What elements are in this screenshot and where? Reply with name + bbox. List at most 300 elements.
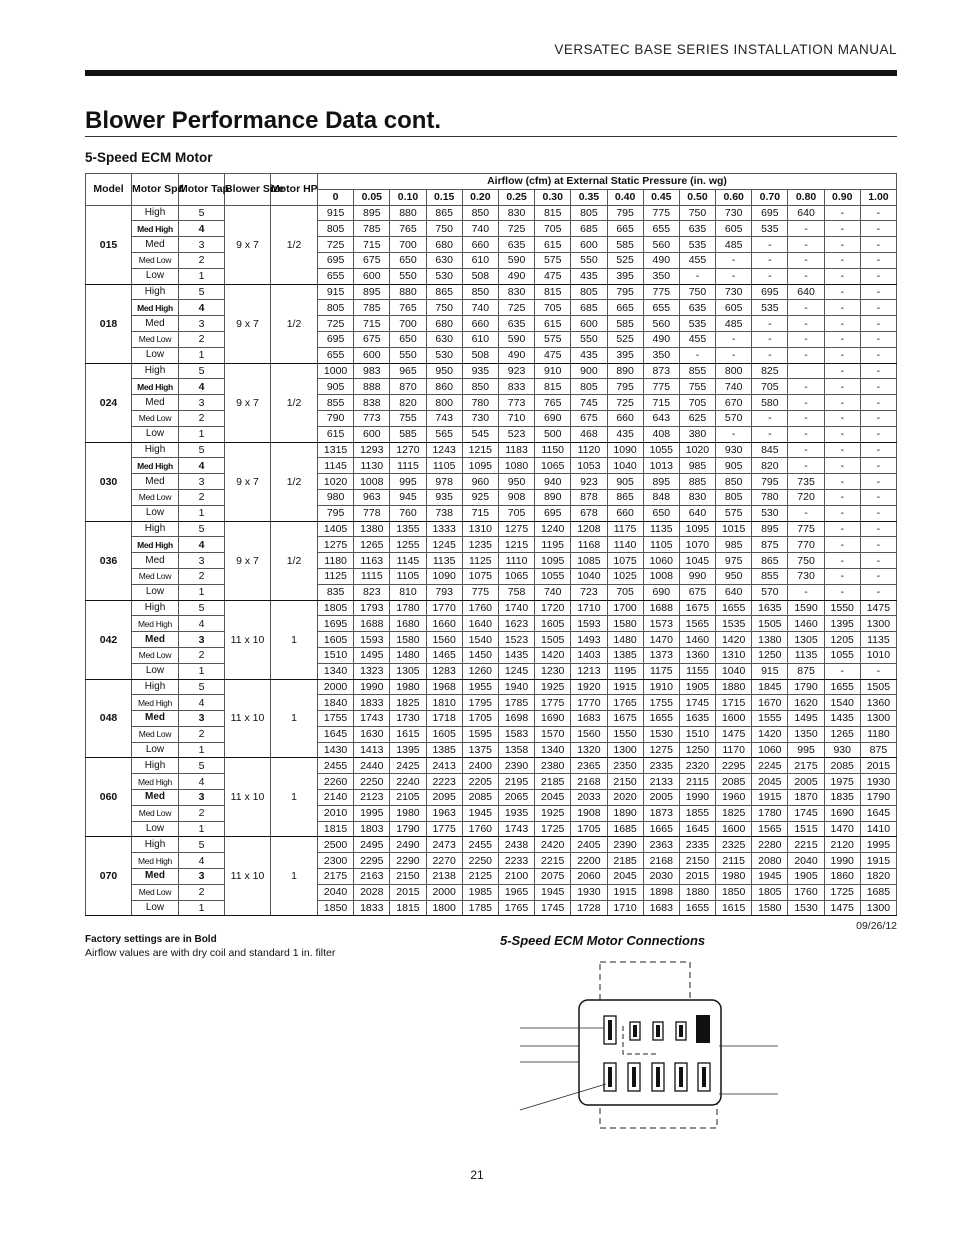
airflow-cell: - bbox=[860, 252, 896, 268]
airflow-cell: 930 bbox=[824, 742, 860, 758]
airflow-cell: 1245 bbox=[498, 663, 534, 679]
airflow-cell: 2280 bbox=[752, 837, 788, 853]
airflow-cell: 1555 bbox=[752, 711, 788, 727]
pressure-header: 0.70 bbox=[752, 189, 788, 205]
airflow-cell: 695 bbox=[752, 205, 788, 221]
airflow-cell: 1990 bbox=[354, 679, 390, 695]
airflow-cell: 1780 bbox=[390, 600, 426, 616]
airflow-cell: 690 bbox=[643, 584, 679, 600]
model-cell: 048 bbox=[86, 679, 132, 758]
section-title: 5-Speed ECM Motor bbox=[85, 150, 213, 165]
airflow-cell: 1360 bbox=[679, 647, 715, 663]
motor-tap-cell: 3 bbox=[179, 869, 225, 885]
airflow-cell: 878 bbox=[571, 489, 607, 505]
airflow-cell: 923 bbox=[571, 474, 607, 490]
motor-tap-cell: 5 bbox=[179, 837, 225, 853]
airflow-cell: 950 bbox=[716, 568, 752, 584]
airflow-cell: 2140 bbox=[318, 790, 354, 806]
airflow-cell: 675 bbox=[354, 252, 390, 268]
table-body bbox=[86, 205, 897, 916]
airflow-cell: 1925 bbox=[535, 805, 571, 821]
table-row bbox=[86, 884, 897, 900]
motor-tap-cell: 1 bbox=[179, 742, 225, 758]
airflow-cell: 2010 bbox=[318, 805, 354, 821]
table-row bbox=[86, 474, 897, 490]
airflow-cell: 1080 bbox=[498, 458, 534, 474]
airflow-cell: 1963 bbox=[426, 805, 462, 821]
airflow-cell: 1213 bbox=[571, 663, 607, 679]
airflow-cell: 1840 bbox=[318, 695, 354, 711]
airflow-cell: 468 bbox=[571, 426, 607, 442]
airflow-cell: 1920 bbox=[571, 679, 607, 695]
airflow-cell: 1790 bbox=[390, 821, 426, 837]
airflow-cell: 1775 bbox=[426, 821, 462, 837]
airflow-cell: 1898 bbox=[643, 884, 679, 900]
airflow-cell: 1725 bbox=[824, 884, 860, 900]
motor-spd-cell: High bbox=[132, 363, 179, 379]
airflow-cell: - bbox=[860, 316, 896, 332]
blower-performance-table bbox=[85, 173, 897, 916]
airflow-cell: 1470 bbox=[824, 821, 860, 837]
model-cell: 030 bbox=[86, 442, 132, 521]
table-row bbox=[86, 900, 897, 916]
table-row bbox=[86, 426, 897, 442]
motor-spd-cell: Med High bbox=[132, 379, 179, 395]
airflow-cell: 1493 bbox=[571, 632, 607, 648]
airflow-cell: 1600 bbox=[716, 821, 752, 837]
airflow-cell: - bbox=[824, 395, 860, 411]
airflow-cell: 2195 bbox=[498, 774, 534, 790]
airflow-cell: 975 bbox=[716, 553, 752, 569]
airflow-cell: - bbox=[860, 300, 896, 316]
airflow-cell: 700 bbox=[390, 237, 426, 253]
airflow-cell: 1475 bbox=[716, 726, 752, 742]
airflow-cell: - bbox=[860, 442, 896, 458]
airflow-cell: 680 bbox=[426, 316, 462, 332]
motor-spd-cell: High bbox=[132, 679, 179, 695]
airflow-cell: - bbox=[788, 237, 824, 253]
airflow-cell: 750 bbox=[788, 553, 824, 569]
airflow-cell: 1765 bbox=[607, 695, 643, 711]
airflow-cell: 730 bbox=[716, 205, 752, 221]
motor-tap-cell: 5 bbox=[179, 758, 225, 774]
motor-spd-cell: Med Low bbox=[132, 489, 179, 505]
airflow-cell: 1413 bbox=[354, 742, 390, 758]
airflow-cell: 2335 bbox=[643, 758, 679, 774]
airflow-cell: 1765 bbox=[498, 900, 534, 916]
blower-size-cell: 9 x 7 bbox=[225, 521, 271, 600]
airflow-cell: 1095 bbox=[462, 458, 498, 474]
pressure-header: 0.60 bbox=[716, 189, 752, 205]
airflow-cell: 725 bbox=[318, 237, 354, 253]
airflow-cell: 1205 bbox=[824, 632, 860, 648]
airflow-cell: 1980 bbox=[390, 679, 426, 695]
airflow-cell: - bbox=[788, 505, 824, 521]
airflow-cell: 1358 bbox=[498, 742, 534, 758]
airflow-cell: 1250 bbox=[679, 742, 715, 758]
airflow-cell: 2495 bbox=[354, 837, 390, 853]
airflow-cell: 1040 bbox=[607, 458, 643, 474]
motor-tap-cell: 5 bbox=[179, 205, 225, 221]
airflow-cell: 2295 bbox=[354, 853, 390, 869]
blower-size-cell: 11 x 10 bbox=[225, 758, 271, 837]
airflow-cell: 1130 bbox=[354, 458, 390, 474]
blower-size-cell: 11 x 10 bbox=[225, 837, 271, 916]
motor-spd-cell: Med High bbox=[132, 300, 179, 316]
airflow-cell: 675 bbox=[679, 584, 715, 600]
motor-tap-cell: 1 bbox=[179, 584, 225, 600]
airflow-cell: 435 bbox=[571, 268, 607, 284]
airflow-cell: 665 bbox=[607, 221, 643, 237]
airflow-cell: 850 bbox=[462, 379, 498, 395]
airflow-cell: 815 bbox=[535, 205, 571, 221]
airflow-cell: 1705 bbox=[571, 821, 607, 837]
table-row bbox=[86, 584, 897, 600]
airflow-cell: - bbox=[788, 584, 824, 600]
airflow-cell: 888 bbox=[354, 379, 390, 395]
airflow-cell: 1593 bbox=[571, 616, 607, 632]
airflow-cell: 1305 bbox=[788, 632, 824, 648]
airflow-cell: 2015 bbox=[390, 884, 426, 900]
airflow-cell: 1385 bbox=[426, 742, 462, 758]
airflow-cell: 2390 bbox=[498, 758, 534, 774]
motor-hp-cell: 1/2 bbox=[271, 521, 318, 600]
airflow-cell: 2223 bbox=[426, 774, 462, 790]
airflow-cell: 1745 bbox=[679, 695, 715, 711]
airflow-cell: - bbox=[860, 237, 896, 253]
motor-tap-cell: 4 bbox=[179, 221, 225, 237]
motor-spd-cell: Low bbox=[132, 268, 179, 284]
airflow-cell: 890 bbox=[607, 363, 643, 379]
airflow-cell: 630 bbox=[426, 252, 462, 268]
airflow-cell: 775 bbox=[643, 379, 679, 395]
airflow-cell: 1815 bbox=[318, 821, 354, 837]
airflow-cell: 1725 bbox=[535, 821, 571, 837]
airflow-cell: 1300 bbox=[860, 900, 896, 916]
airflow-cell: 1090 bbox=[607, 442, 643, 458]
airflow-cell: - bbox=[824, 474, 860, 490]
airflow-cell: 640 bbox=[679, 505, 715, 521]
airflow-cell: 830 bbox=[498, 284, 534, 300]
airflow-cell: 1925 bbox=[535, 679, 571, 695]
motor-tap-cell: 1 bbox=[179, 900, 225, 916]
airflow-cell: 1105 bbox=[643, 537, 679, 553]
airflow-cell: 1085 bbox=[571, 553, 607, 569]
table-row bbox=[86, 837, 897, 853]
airflow-cell: 758 bbox=[498, 584, 534, 600]
airflow-cell: 655 bbox=[643, 221, 679, 237]
airflow-cell: 1833 bbox=[354, 900, 390, 916]
airflow-cell: 725 bbox=[498, 221, 534, 237]
airflow-cell: 1615 bbox=[390, 726, 426, 742]
airflow-cell: 2500 bbox=[318, 837, 354, 853]
airflow-cell: 1055 bbox=[535, 568, 571, 584]
airflow-cell: 2040 bbox=[788, 853, 824, 869]
airflow-cell: 950 bbox=[426, 363, 462, 379]
airflow-cell: 2320 bbox=[679, 758, 715, 774]
airflow-cell: 475 bbox=[535, 347, 571, 363]
motor-tap-cell: 2 bbox=[179, 884, 225, 900]
table-row bbox=[86, 379, 897, 395]
airflow-cell: - bbox=[716, 268, 752, 284]
airflow-cell: 1510 bbox=[679, 726, 715, 742]
airflow-cell: 805 bbox=[571, 205, 607, 221]
airflow-cell: 1055 bbox=[824, 647, 860, 663]
airflow-cell: 870 bbox=[390, 379, 426, 395]
airflow-cell: 1935 bbox=[498, 805, 534, 821]
airflow-cell: 1095 bbox=[679, 521, 715, 537]
airflow-cell: 773 bbox=[354, 410, 390, 426]
airflow-cell: 1880 bbox=[716, 679, 752, 695]
airflow-cell: 1805 bbox=[752, 884, 788, 900]
airflow-cell: - bbox=[860, 221, 896, 237]
airflow-cell: 560 bbox=[643, 237, 679, 253]
table-row bbox=[86, 537, 897, 553]
airflow-cell: 1195 bbox=[535, 537, 571, 553]
airflow-cell: 1145 bbox=[390, 553, 426, 569]
airflow-cell: 850 bbox=[462, 284, 498, 300]
motor-spd-cell: High bbox=[132, 521, 179, 537]
airflow-cell: 2490 bbox=[390, 837, 426, 853]
airflow-cell: 725 bbox=[607, 395, 643, 411]
airflow-cell: 660 bbox=[462, 316, 498, 332]
airflow-cell: 740 bbox=[462, 221, 498, 237]
airflow-cell: - bbox=[752, 316, 788, 332]
airflow-cell: 1975 bbox=[824, 774, 860, 790]
airflow-cell: 1825 bbox=[716, 805, 752, 821]
airflow-cell: 2405 bbox=[571, 837, 607, 853]
airflow-cell: 1250 bbox=[752, 647, 788, 663]
airflow-cell: 660 bbox=[607, 410, 643, 426]
airflow-cell: 1175 bbox=[607, 521, 643, 537]
pressure-header: 0.30 bbox=[535, 189, 571, 205]
airflow-cell: 1265 bbox=[354, 537, 390, 553]
pressure-header: 0.40 bbox=[607, 189, 643, 205]
airflow-cell: 855 bbox=[679, 363, 715, 379]
airflow-cell: 1305 bbox=[390, 663, 426, 679]
airflow-cell: 1450 bbox=[462, 647, 498, 663]
airflow-cell: 1810 bbox=[426, 695, 462, 711]
airflow-cell: 1688 bbox=[354, 616, 390, 632]
airflow-cell: - bbox=[824, 379, 860, 395]
airflow-cell: - bbox=[752, 268, 788, 284]
airflow-cell: - bbox=[824, 553, 860, 569]
table-row bbox=[86, 616, 897, 632]
airflow-cell: 1075 bbox=[607, 553, 643, 569]
airflow-cell: 1373 bbox=[643, 647, 679, 663]
airflow-cell: 1540 bbox=[462, 632, 498, 648]
col-header-blower-size: Blower Size bbox=[225, 174, 271, 206]
model-cell: 024 bbox=[86, 363, 132, 442]
airflow-cell: 1170 bbox=[716, 742, 752, 758]
motor-hp-cell: 1/2 bbox=[271, 284, 318, 363]
airflow-cell: 670 bbox=[716, 395, 752, 411]
motor-spd-cell: High bbox=[132, 600, 179, 616]
airflow-cell: 1565 bbox=[679, 616, 715, 632]
airflow-cell: 1850 bbox=[716, 884, 752, 900]
airflow-cell: 795 bbox=[318, 505, 354, 521]
airflow-cell: 1340 bbox=[535, 742, 571, 758]
airflow-cell: 600 bbox=[571, 237, 607, 253]
airflow-cell: 1315 bbox=[318, 442, 354, 458]
airflow-cell: 895 bbox=[752, 521, 788, 537]
airflow-cell: 695 bbox=[318, 252, 354, 268]
airflow-cell: 695 bbox=[752, 284, 788, 300]
airflow-cell: 805 bbox=[318, 221, 354, 237]
table-row bbox=[86, 742, 897, 758]
airflow-cell: 2350 bbox=[607, 758, 643, 774]
airflow-cell: 1168 bbox=[571, 537, 607, 553]
airflow-cell: 1065 bbox=[535, 458, 571, 474]
airflow-cell: 1743 bbox=[354, 711, 390, 727]
airflow-cell: 1270 bbox=[390, 442, 426, 458]
motor-tap-cell: 1 bbox=[179, 505, 225, 521]
airflow-cell: 848 bbox=[643, 489, 679, 505]
airflow-cell: - bbox=[860, 474, 896, 490]
motor-tap-cell: 5 bbox=[179, 284, 225, 300]
airflow-cell: - bbox=[860, 458, 896, 474]
airflow-cell: 725 bbox=[318, 316, 354, 332]
airflow-cell: 615 bbox=[535, 316, 571, 332]
airflow-cell: 1595 bbox=[462, 726, 498, 742]
pressure-header: 0.45 bbox=[643, 189, 679, 205]
col-header-model: Model bbox=[86, 174, 132, 206]
airflow-cell: - bbox=[860, 284, 896, 300]
airflow-cell: 1670 bbox=[752, 695, 788, 711]
airflow-cell: 1403 bbox=[571, 647, 607, 663]
airflow-cell: 1968 bbox=[426, 679, 462, 695]
motor-spd-cell: Med High bbox=[132, 616, 179, 632]
airflow-cell: - bbox=[860, 537, 896, 553]
airflow-cell: 1025 bbox=[607, 568, 643, 584]
pressure-header: 1.00 bbox=[860, 189, 896, 205]
airflow-cell: 660 bbox=[462, 237, 498, 253]
airflow-cell: 570 bbox=[752, 584, 788, 600]
airflow-cell: - bbox=[824, 284, 860, 300]
airflow-cell: 2150 bbox=[679, 853, 715, 869]
airflow-cell: - bbox=[788, 458, 824, 474]
airflow-cell: 750 bbox=[426, 221, 462, 237]
airflow-cell: - bbox=[860, 363, 896, 379]
date-note: 09/26/12 bbox=[856, 920, 897, 932]
table-row bbox=[86, 489, 897, 505]
airflow-cell: - bbox=[824, 363, 860, 379]
airflow-cell: 1515 bbox=[788, 821, 824, 837]
airflow-cell: - bbox=[824, 237, 860, 253]
airflow-cell: 1873 bbox=[643, 805, 679, 821]
airflow-cell: 935 bbox=[426, 489, 462, 505]
airflow-cell: 838 bbox=[354, 395, 390, 411]
airflow-cell: 865 bbox=[426, 284, 462, 300]
motor-tap-cell: 4 bbox=[179, 774, 225, 790]
airflow-cell: 2380 bbox=[535, 758, 571, 774]
airflow-cell: 1570 bbox=[535, 726, 571, 742]
motor-spd-cell: Med bbox=[132, 632, 179, 648]
airflow-cell: - bbox=[824, 568, 860, 584]
airflow-cell: 795 bbox=[752, 474, 788, 490]
airflow-cell: 1008 bbox=[354, 474, 390, 490]
airflow-cell: 1155 bbox=[679, 663, 715, 679]
airflow-cell: 865 bbox=[607, 489, 643, 505]
airflow-cell: 1770 bbox=[426, 600, 462, 616]
airflow-cell: 875 bbox=[752, 537, 788, 553]
motor-tap-cell: 1 bbox=[179, 663, 225, 679]
airflow-cell: 2295 bbox=[716, 758, 752, 774]
model-cell: 015 bbox=[86, 205, 132, 284]
airflow-cell: 643 bbox=[643, 410, 679, 426]
airflow-cell: 395 bbox=[607, 347, 643, 363]
table-row bbox=[86, 758, 897, 774]
airflow-cell: 550 bbox=[390, 268, 426, 284]
airflow-cell: 455 bbox=[679, 252, 715, 268]
airflow-cell: 408 bbox=[643, 426, 679, 442]
table-row bbox=[86, 268, 897, 284]
airflow-cell: 1495 bbox=[788, 711, 824, 727]
airflow-cell: - bbox=[788, 300, 824, 316]
airflow-cell: 865 bbox=[752, 553, 788, 569]
airflow-cell: 1855 bbox=[679, 805, 715, 821]
airflow-cell: 1860 bbox=[824, 869, 860, 885]
airflow-cell: 535 bbox=[752, 300, 788, 316]
airflow-cell: 1605 bbox=[535, 616, 571, 632]
airflow-cell: 1655 bbox=[679, 900, 715, 916]
airflow-cell: 2030 bbox=[643, 869, 679, 885]
airflow-cell: 580 bbox=[752, 395, 788, 411]
airflow-cell: 1470 bbox=[643, 632, 679, 648]
airflow-cell: 1460 bbox=[788, 616, 824, 632]
airflow-cell: 1905 bbox=[788, 869, 824, 885]
airflow-cell: 605 bbox=[716, 300, 752, 316]
airflow-cell: 1965 bbox=[498, 884, 534, 900]
airflow-cell: - bbox=[824, 426, 860, 442]
airflow-cell: 880 bbox=[390, 205, 426, 221]
airflow-cell: 815 bbox=[535, 284, 571, 300]
airflow-cell: 1420 bbox=[752, 726, 788, 742]
motor-tap-cell: 2 bbox=[179, 489, 225, 505]
airflow-cell: - bbox=[752, 410, 788, 426]
airflow-cell: 575 bbox=[535, 252, 571, 268]
motor-tap-cell: 2 bbox=[179, 331, 225, 347]
airflow-cell: 1870 bbox=[788, 790, 824, 806]
airflow-cell: 1980 bbox=[716, 869, 752, 885]
airflow-cell: 1845 bbox=[752, 679, 788, 695]
motor-spd-cell: High bbox=[132, 758, 179, 774]
airflow-cell: 730 bbox=[788, 568, 824, 584]
airflow-cell: 2020 bbox=[607, 790, 643, 806]
airflow-cell: 1620 bbox=[788, 695, 824, 711]
airflow-cell: 1645 bbox=[860, 805, 896, 821]
airflow-cell: 1460 bbox=[679, 632, 715, 648]
motor-tap-cell: 2 bbox=[179, 568, 225, 584]
motor-spd-cell: Low bbox=[132, 505, 179, 521]
airflow-cell: 1110 bbox=[498, 553, 534, 569]
airflow-cell: 2028 bbox=[354, 884, 390, 900]
motor-hp-cell: 1 bbox=[271, 600, 318, 679]
airflow-cell: 1605 bbox=[318, 632, 354, 648]
airflow-cell: 730 bbox=[462, 410, 498, 426]
airflow-cell: - bbox=[679, 347, 715, 363]
airflow-cell: 705 bbox=[607, 584, 643, 600]
airflow-cell: 2123 bbox=[354, 790, 390, 806]
airflow-cell: 1800 bbox=[426, 900, 462, 916]
motor-tap-cell: 3 bbox=[179, 395, 225, 411]
airflow-cell: - bbox=[824, 584, 860, 600]
airflow-cell: 575 bbox=[535, 331, 571, 347]
airflow-cell: 1215 bbox=[498, 537, 534, 553]
airflow-cell: 1645 bbox=[318, 726, 354, 742]
airflow-cell: 885 bbox=[679, 474, 715, 490]
airflow-cell: 2045 bbox=[752, 774, 788, 790]
